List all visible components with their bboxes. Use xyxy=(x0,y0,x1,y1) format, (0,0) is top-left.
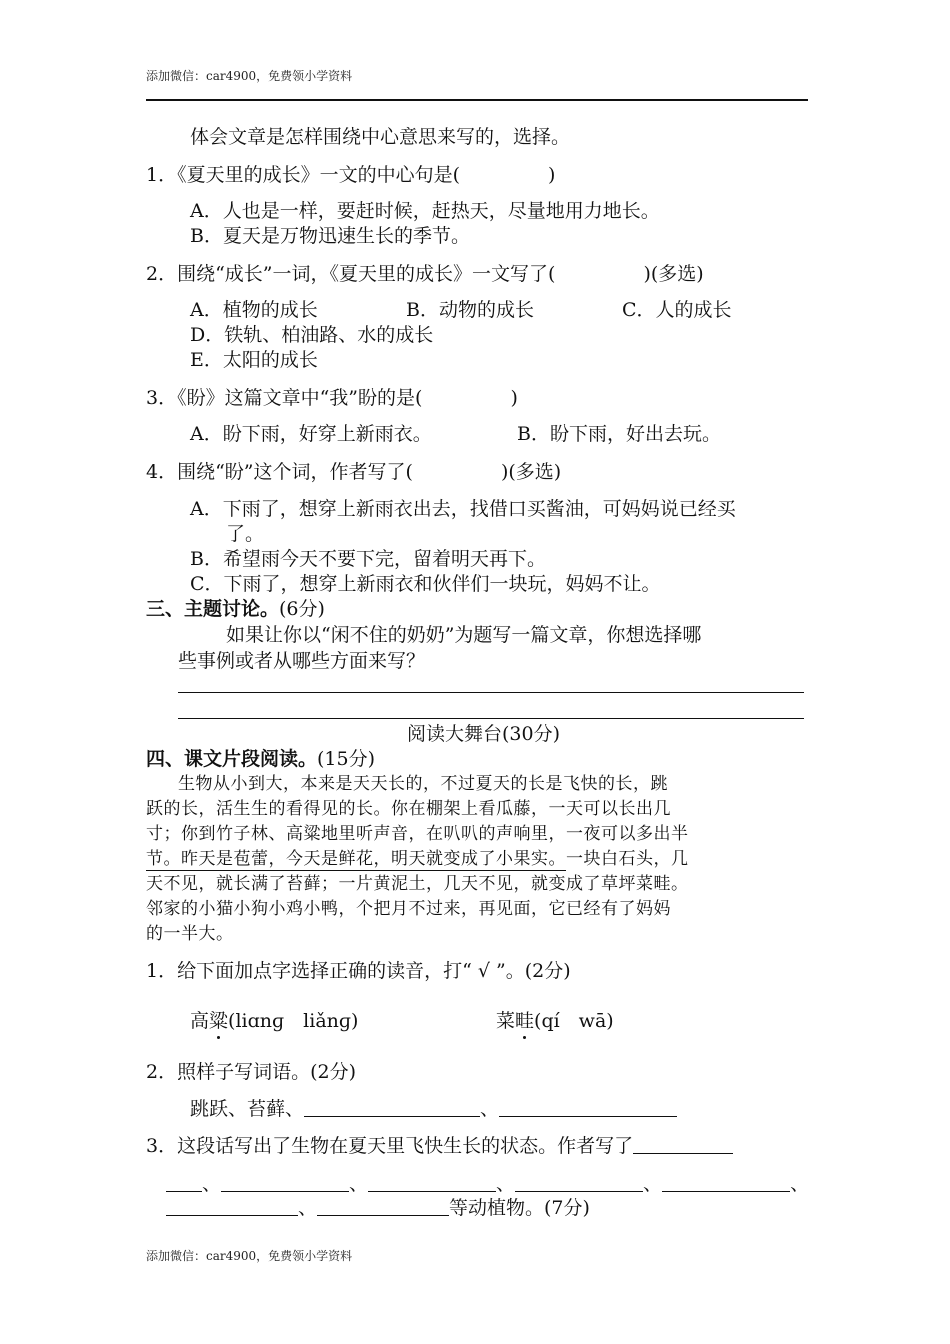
q3-stem: 3．《盼》这篇文章中“我”盼的是( ) xyxy=(146,387,518,409)
passage-line: 生物从小到大，本来是天天长的，不过夏天的长是飞快的长，跳 xyxy=(178,774,668,794)
header-watermark: 添加微信：car4900，免费领小学资料 xyxy=(146,69,353,83)
footer-watermark: 添加微信：car4900，免费领小学资料 xyxy=(146,1249,353,1263)
q1-stem: 1．《夏天里的成长》一文的中心句是( ) xyxy=(146,164,556,186)
section4-heading: 四、课文片段阅读。(15分) xyxy=(146,748,376,770)
q4-stem: 4．围绕“盼”这个词，作者写了( )(多选) xyxy=(146,461,562,483)
q3-option-b: B．盼下雨，好出去玩。 xyxy=(517,423,721,445)
passage-line: 跃的长，活生生的看得见的长。你在棚架上看瓜藤，一天可以长出几 xyxy=(146,799,671,819)
pinyin-choice-1[interactable]: 高粱(liɑnɡ liǎnɡ) xyxy=(190,1010,359,1032)
q2-option-c: C．人的成长 xyxy=(622,299,732,321)
passage-line: 天不见，就长满了苔藓；一片黄泥土，几天不见，就变成了草坪菜畦。 xyxy=(146,874,689,894)
pinyin-choice-2[interactable]: 菜畦(qí wā) xyxy=(496,1010,614,1032)
passage-line: 寸；你到竹子林、高粱地里听声音，在叭叭的声响里，一夜可以多出半 xyxy=(146,824,689,844)
q2-option-a: A．植物的成长 xyxy=(190,299,318,321)
animal-blank-5[interactable] xyxy=(166,1197,298,1216)
section3-heading: 三、主题讨论。(6分) xyxy=(146,598,325,620)
s4-q2-answer-row: 跳跃、苔藓、 、 xyxy=(190,1097,677,1121)
q4-option-a: A．下雨了，想穿上新雨衣出去，找借口买酱油，可妈妈说已经买 xyxy=(190,498,736,520)
q3-option-a: A．盼下雨，好穿上新雨衣。 xyxy=(190,423,432,445)
q4-option-b: B．希望雨今天不要下完，留着明天再下。 xyxy=(190,548,546,570)
section3-prompt-line1: 如果让你以“闲不住的奶奶”为题写一篇文章，你想选择哪 xyxy=(226,624,702,646)
answer-line-2[interactable] xyxy=(178,718,804,719)
s4-q3-row2: 、 、 、 、 、 xyxy=(166,1172,809,1196)
passage-line: 节。昨天是苞蕾，今天是鲜花，明天就变成了小果实。一块白石头，几 xyxy=(146,849,689,869)
section2-intro: 体会文章是怎样围绕中心意思来写的，选择。 xyxy=(190,126,571,148)
q2-stem: 2．围绕“成长”一词，《夏天里的成长》一文写了( )(多选) xyxy=(146,263,704,285)
s4-q1-stem: 1．给下面加点字选择正确的读音，打“ √ ”。(2分) xyxy=(146,960,571,982)
q2-option-b: B．动物的成长 xyxy=(406,299,534,321)
q4-option-c: C．下雨了，想穿上新雨衣和伙伴们一块玩，妈妈不让。 xyxy=(190,573,661,595)
reading-stage-title: 阅读大舞台(30分) xyxy=(407,723,561,745)
q2-option-e: E．太阳的成长 xyxy=(190,349,318,371)
q4-option-a-cont: 了。 xyxy=(226,523,265,545)
s4-q3-row3: 、 等动植物。(7分) xyxy=(166,1196,590,1220)
answer-line-1[interactable] xyxy=(178,692,804,693)
animal-blank-4[interactable] xyxy=(662,1173,790,1192)
q2-option-d: D．铁轨、柏油路、水的成长 xyxy=(190,324,434,346)
passage-line: 邻家的小猫小狗小鸡小鸭，个把月不过来，再见面，它已经有了妈妈 xyxy=(146,899,671,919)
section3-prompt-line2: 些事例或者从哪些方面来写？ xyxy=(178,650,426,672)
s4-q3-stem: 3．这段话写出了生物在夏天里飞快生长的状态。作者写了 xyxy=(146,1134,733,1158)
q1-option-b: B．夏天是万物迅速生长的季节。 xyxy=(190,225,470,247)
animal-blank-6[interactable] xyxy=(317,1197,449,1216)
animal-blank-3[interactable] xyxy=(515,1173,643,1192)
underlined-sentence: 节。昨天是苞蕾，今天是鲜花，明天就变成了小果实。 xyxy=(146,849,566,869)
animal-blank-2[interactable] xyxy=(368,1173,496,1192)
header-divider xyxy=(146,99,808,101)
q1-option-a: A．人也是一样，要赶时候，赶热天，尽量地用力地长。 xyxy=(190,200,660,222)
word-blank-1[interactable] xyxy=(304,1098,480,1117)
word-blank-2[interactable] xyxy=(499,1098,677,1117)
animal-blank-1[interactable] xyxy=(221,1173,349,1192)
animal-blank-0-cont[interactable] xyxy=(166,1173,202,1192)
s4-q2-stem: 2．照样子写词语。(2分) xyxy=(146,1061,357,1083)
animal-blank-0[interactable] xyxy=(633,1135,733,1154)
passage-line: 的一半大。 xyxy=(146,924,234,944)
